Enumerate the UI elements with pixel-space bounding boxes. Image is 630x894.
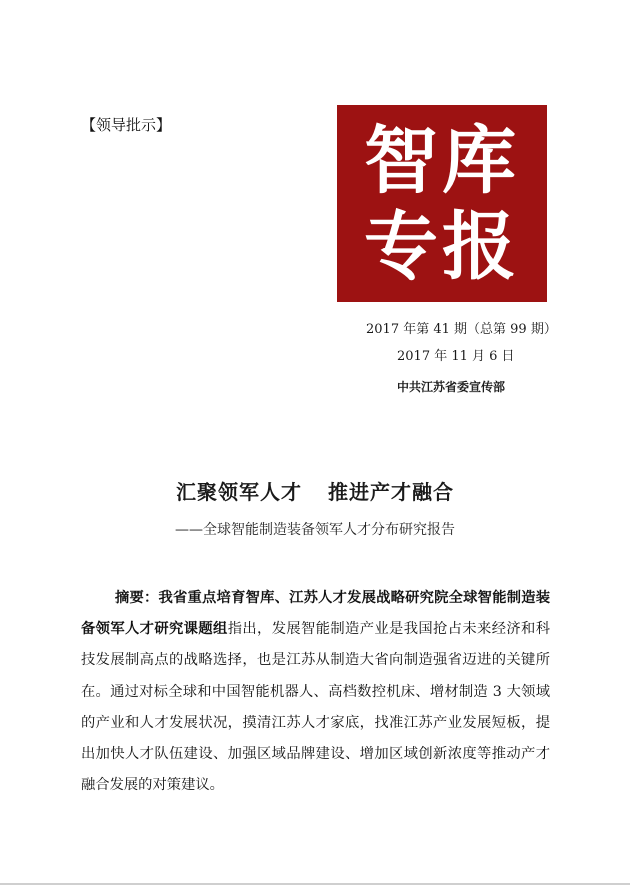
abstract-bold-text: 我省重点培育智库、江苏人才发展战略研究院全球智能制造装备领军人才研究课题组: [81, 590, 551, 638]
abstract-label: 摘要：: [115, 590, 159, 606]
issue-date: 2017 年 11 月 6 日: [397, 349, 515, 364]
report-title: [0, 476, 630, 505]
masthead-line-2: 专报: [364, 203, 520, 290]
leader-instruction-tag: 【领导批示】: [81, 116, 172, 134]
publisher: 中共江苏省委宣传部: [397, 380, 506, 394]
issue-number: 2017 年第 41 期（总第 99 期）: [366, 322, 557, 337]
abstract-paragraph: [81, 583, 550, 801]
report-subtitle: ——全球智能制造装备领军人才分布研究报告: [175, 522, 455, 538]
title-part-2: 推进产才融合: [328, 480, 454, 504]
masthead-line-1: 智库: [364, 117, 520, 204]
title-part-1: 汇聚领军人才: [176, 480, 302, 504]
abstract-body: 指出，发展智能制造产业是我国抢占未来经济和科技发展制高点的战略选择，也是江苏从制造大省向制造强省迈进的关键所在。通过对标全球和中国智能机器人、高档数控机床、增材制造 3 大领域的产业和人才发展状况，摸清江苏人才家底，找准江苏产业发展短板，提出加快人才队伍建设、加强区域品牌建设、增加区域创新浓度等推动产才融合发展的对策建议。: [81, 621, 551, 794]
page-bottom-divider: [0, 883, 630, 885]
masthead-logo: [337, 105, 547, 302]
